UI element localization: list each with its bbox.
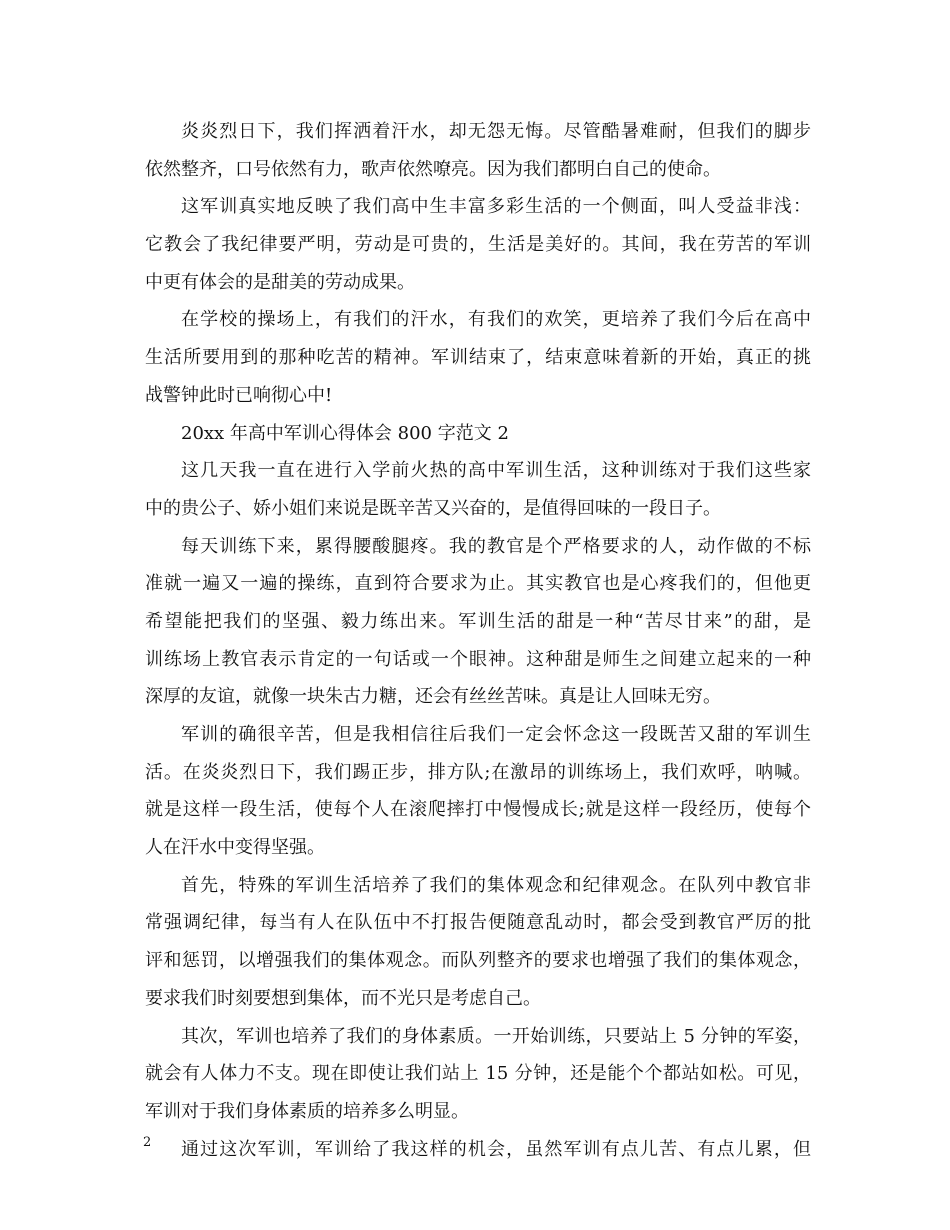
text-line: 就会有人体力不支。现在即使让我们站上 15 分钟，还是能个个都站如松。可见， <box>145 1063 811 1085</box>
text-line: 深厚的友谊，就像一块朱古力糖，还会有丝丝苦味。真是让人回味无穷。 <box>145 686 721 708</box>
text-line: 活。在炎炎烈日下，我们踢正步，排方队;在激昂的训练场上，我们欢呼，呐喊。 <box>145 761 811 783</box>
text-line: 常强调纪律，每当有人在队伍中不打报告便随意乱动时，都会受到教官严厉的批 <box>145 912 811 934</box>
text-line: 20xx 年高中军训心得体会 800 字范文 2 <box>181 422 509 444</box>
text-line: 人在汗水中变得坚强。 <box>145 837 325 859</box>
text-line: 训练场上教官表示肯定的一句话或一个眼神。这种甜是师生之间建立起来的一种 <box>145 648 811 670</box>
document-body <box>145 113 811 1168</box>
text-line: 通过这次军训，军训给了我这样的机会，虽然军训有点儿苦、有点儿累，但 <box>181 1138 811 1160</box>
page-number: 2 <box>143 1135 152 1150</box>
text-line: 炎炎烈日下，我们挥洒着汗水，却无怨无悔。尽管酷暑难耐，但我们的脚步 <box>181 121 811 142</box>
text-line: 希望能把我们的坚强、毅力练出来。军训生活的甜是一种“苦尽甘来”的甜，是 <box>145 610 811 632</box>
text-line: 生活所要用到的那种吃苦的精神。军训结束了，结束意味着新的开始，真正的挑 <box>145 347 811 369</box>
text-line: 军训的确很辛苦，但是我相信往后我们一定会怀念这一段既苦又甜的军训生 <box>181 724 811 745</box>
text-line: 就是这样一段生活，使每个人在滚爬摔打中慢慢成长;就是这样一段经历，使每个 <box>145 799 811 821</box>
text-line: 首先，特殊的军训生活培养了我们的集体观念和纪律观念。在队列中教官非 <box>181 874 811 896</box>
text-line: 每天训练下来，累得腰酸腿疼。我的教官是个严格要求的人，动作做的不标 <box>181 535 811 557</box>
text-line: 它教会了我纪律要严明，劳动是可贵的，生活是美好的。其间，我在劳苦的军训 <box>145 234 811 256</box>
text-line: 要求我们时刻要想到集体，而不光只是考虑自己。 <box>145 987 541 1009</box>
text-line: 在学校的操场上，有我们的汗水，有我们的欢笑，更培养了我们今后在高中 <box>181 309 811 331</box>
text-line: 这几天我一直在进行入学前火热的高中军训生活，这种训练对于我们这些家 <box>181 460 811 482</box>
text-line: 战警钟此时已响彻心中! <box>145 384 333 406</box>
text-line: 准就一遍又一遍的操练，直到符合要求为止。其实教官也是心疼我们的，但他更 <box>145 573 811 595</box>
text-line: 其次，军训也培养了我们的身体素质。一开始训练，只要站上 5 分钟的军姿， <box>181 1025 811 1047</box>
text-line: 这军训真实地反映了我们高中生丰富多彩生活的一个侧面，叫人受益非浅： <box>181 196 811 218</box>
text-line: 中更有体会的是甜美的劳动成果。 <box>145 271 415 293</box>
text-line: 中的贵公子、娇小姐们来说是既辛苦又兴奋的，是值得回味的一段日子。 <box>145 497 721 519</box>
text-line: 军训对于我们身体素质的培养多么明显。 <box>145 1100 469 1122</box>
text-line: 评和惩罚，以增强我们的集体观念。而队列整齐的要求也增强了我们的集体观念， <box>145 950 811 972</box>
text-line: 依然整齐，口号依然有力，歌声依然嘹亮。因为我们都明白自己的使命。 <box>145 158 721 180</box>
